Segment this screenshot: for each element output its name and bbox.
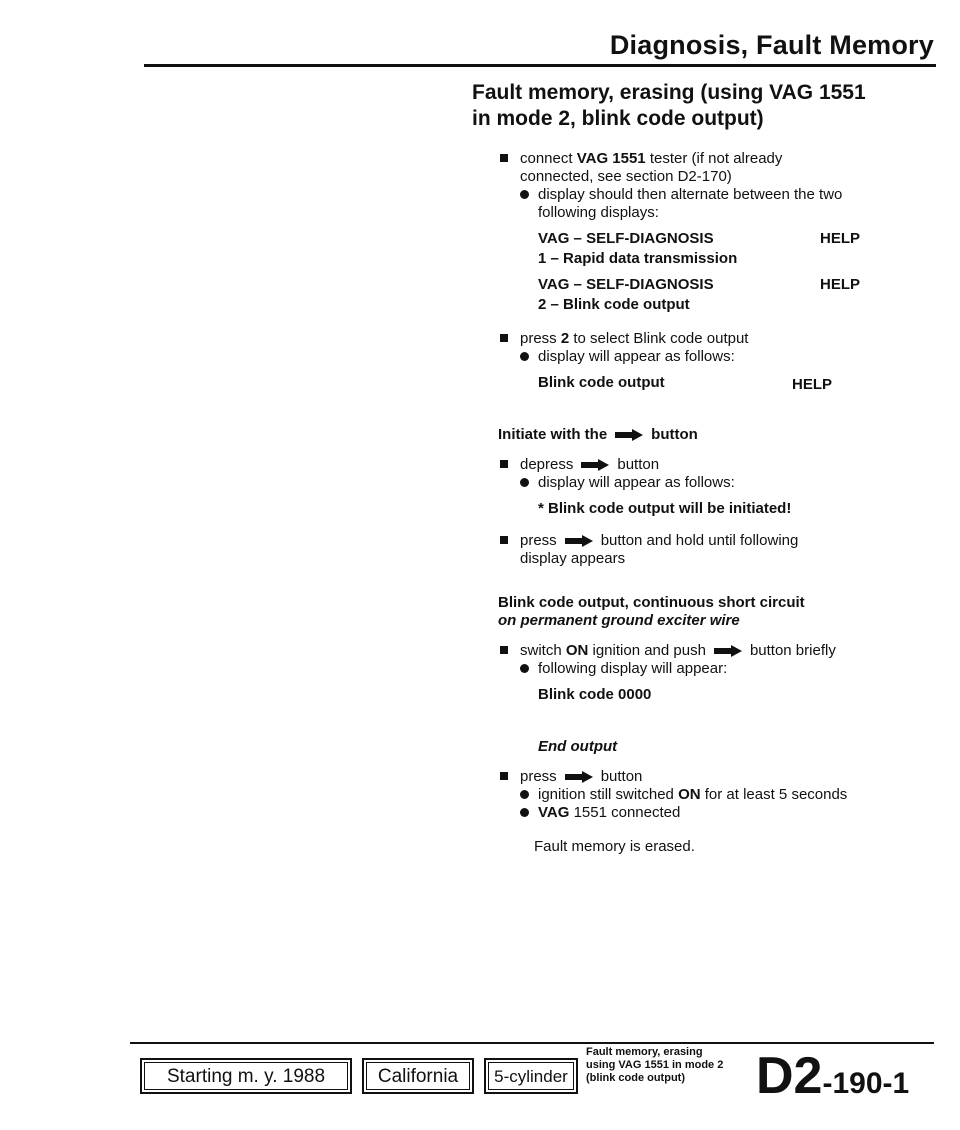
- step-text: connect: [520, 150, 577, 167]
- page-code: [756, 1046, 909, 1106]
- step-text: ignition and push: [588, 642, 706, 659]
- chip-label: Starting m. y. 1988: [144, 1062, 348, 1090]
- note-bold: ON: [678, 786, 701, 803]
- step-text: button: [600, 768, 643, 785]
- step-text: connected, see section D2-170): [520, 168, 732, 185]
- chip-california: [362, 1058, 474, 1094]
- step-connect-tester: [500, 150, 860, 186]
- heading-text: Initiate with the: [498, 426, 608, 443]
- display-2-help: HELP: [820, 276, 861, 293]
- display-1-line-1: VAG – SELF-DIAGNOSIS: [538, 230, 714, 247]
- step-bold: ON: [565, 642, 589, 659]
- bullet-dot-icon: [520, 664, 529, 673]
- arrow-button-icon: [581, 459, 609, 471]
- footer-desc-line: (blink code output): [586, 1072, 685, 1084]
- step-text: button and hold until following: [600, 532, 799, 549]
- note-text: 1551 connected: [569, 804, 681, 821]
- bullet-dot-icon: [520, 352, 529, 361]
- arrow-button-icon: [565, 771, 593, 783]
- note-ignition-on: [520, 786, 900, 804]
- heading-text: on permanent ground exciter wire: [498, 612, 740, 629]
- footer-desc-line: using VAG 1551 in mode 2: [586, 1059, 724, 1071]
- bullet-square-icon: [500, 154, 508, 162]
- step-press-2: [500, 330, 860, 348]
- arrow-button-icon: [714, 645, 742, 657]
- chip-label: 5-cylinder: [488, 1062, 574, 1090]
- bullet-square-icon: [500, 334, 508, 342]
- display-5-text: Blink code 0000: [538, 686, 652, 703]
- page-title: Diagnosis, Fault Memory: [609, 30, 934, 60]
- display-2-line-2: 2 – Blink code output: [538, 296, 690, 313]
- footer-desc-line: Fault memory, erasing: [586, 1046, 703, 1058]
- display-3-help: HELP: [792, 376, 833, 393]
- step-depress-button: [500, 456, 860, 474]
- note-text: ignition still switched: [538, 786, 679, 803]
- note-alternate-displays: [520, 186, 880, 222]
- bullet-dot-icon: [520, 190, 529, 199]
- step-text: depress: [520, 456, 574, 473]
- display-4-text: * Blink code output will be initiated!: [538, 500, 792, 517]
- display-3-text: Blink code output: [538, 374, 665, 391]
- page-code-main: D2: [756, 1047, 823, 1105]
- display-1-line-2: 1 – Rapid data transmission: [538, 250, 738, 267]
- heading-text: button: [651, 426, 698, 443]
- step-text: to select Blink code output: [569, 330, 749, 347]
- step-bold: 2: [560, 330, 570, 347]
- footer-description: [586, 1046, 723, 1085]
- step-press-hold: [500, 532, 860, 568]
- note-text: display should then alternate between the two: [538, 186, 843, 203]
- note-text: following display will appear:: [538, 660, 728, 677]
- display-2-line-1: VAG – SELF-DIAGNOSIS: [538, 276, 714, 293]
- section-heading-line-1: Fault memory, erasing (using VAG 1551: [472, 81, 866, 104]
- bullet-dot-icon: [520, 790, 529, 799]
- footer-rule: [130, 1042, 934, 1044]
- note-vag-connected: [520, 804, 880, 822]
- bullet-square-icon: [500, 460, 508, 468]
- step-text: tester (if not already: [645, 150, 783, 167]
- initiate-heading: [498, 426, 698, 444]
- step-text: button: [617, 456, 660, 473]
- header-rule: [144, 64, 936, 67]
- step-text: press: [520, 532, 557, 549]
- final-statement: Fault memory is erased.: [534, 838, 695, 855]
- step-text: button briefly: [749, 642, 836, 659]
- display-1-help: HELP: [820, 230, 861, 247]
- step-text: press: [520, 768, 557, 785]
- note-display-appear-3: [520, 660, 880, 678]
- bullet-square-icon: [500, 536, 508, 544]
- bullet-square-icon: [500, 772, 508, 780]
- bullet-square-icon: [500, 646, 508, 654]
- step-switch-on: [500, 642, 880, 660]
- arrow-button-icon: [615, 429, 643, 441]
- note-text: for at least 5 seconds: [700, 786, 848, 803]
- section-heading: [472, 80, 912, 132]
- note-text: display will appear as follows:: [538, 348, 735, 365]
- step-text: switch: [520, 642, 566, 659]
- note-display-appear: [520, 348, 880, 366]
- step-bold: VAG 1551: [576, 150, 646, 167]
- end-output-heading: End output: [538, 738, 618, 755]
- note-text: following displays:: [538, 204, 659, 221]
- note-bold: VAG: [538, 804, 570, 821]
- chip-5-cylinder: [484, 1058, 578, 1094]
- section-heading-line-2: in mode 2, blink code output): [472, 107, 764, 130]
- note-text: display will appear as follows:: [538, 474, 735, 491]
- heading-text: Blink code output, continuous short circuit: [498, 594, 805, 611]
- bullet-dot-icon: [520, 478, 529, 487]
- step-text: press: [520, 330, 561, 347]
- chip-label: California: [366, 1062, 470, 1090]
- bullet-dot-icon: [520, 808, 529, 817]
- step-press-button: [500, 768, 860, 786]
- blink-heading: [498, 594, 805, 630]
- chip-model-year: [140, 1058, 352, 1094]
- arrow-button-icon: [565, 535, 593, 547]
- step-text: display appears: [520, 550, 626, 567]
- page-code-suffix: -190-1: [822, 1067, 910, 1100]
- note-display-appear-2: [520, 474, 880, 492]
